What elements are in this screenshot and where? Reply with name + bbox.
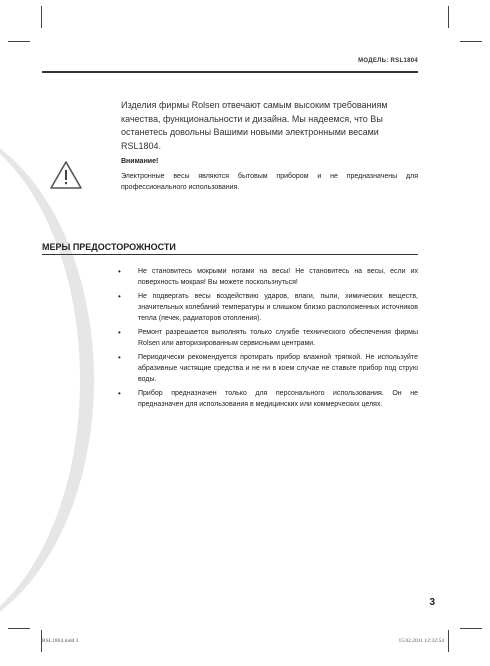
crop-mark (41, 6, 42, 28)
crop-mark (448, 630, 449, 652)
list-item: • Не подвергать весы воздействию ударов, влаги, пыли, химических веществ, значительных колебаний температуры и слишком близко расположенных источников тепла (печек, радиаторов отопления). (118, 291, 418, 324)
model-label: МОДЕЛЬ: RSL1804 (358, 58, 418, 64)
list-item: • Ремонт разрешается выполнять только службе технического обеспечения фирмы Rolsen или авторизированным сервисными центрами. (118, 327, 418, 349)
crop-mark (8, 628, 30, 629)
precautions-list (118, 266, 418, 413)
section-title: МЕРЫ ПРЕДОСТОРОЖНОСТИ (42, 242, 176, 252)
crop-mark (8, 41, 30, 42)
list-item: • Прибор предназначен только для персонального использования. Он не предназначен для использования в медицинских или коммерческих целях. (118, 388, 418, 410)
crop-mark (460, 628, 482, 629)
warning-text: Электронные весы являются бытовым прибором и не предназначены для профессионального использования. (121, 173, 418, 191)
list-item: • Не становитесь мокрыми ногами на весы! Не становитесь на весы, если их поверхность мокрая! Вы можете поскользнуться! (118, 266, 418, 288)
decorative-arc (0, 120, 94, 640)
intro-paragraph: Изделия фирмы Rolsen отвечают самым высоким требованиям качества, функциональности и дизайна. Мы надеемся, что Вы останетесь довольны Вашими новыми электронными весами RSL1804. (121, 100, 388, 151)
section-rule (42, 254, 418, 255)
warning-triangle-icon (49, 160, 83, 190)
header-rule (42, 71, 418, 73)
warning-title: Внимание! (121, 158, 159, 165)
slug-date: 15.02.2011 12:32:54 (398, 638, 444, 644)
crop-mark (460, 41, 482, 42)
page-number: 3 (429, 597, 435, 608)
slug-file: RSL1804.indd 3 (42, 638, 79, 644)
list-item: • Периодически рекомендуется протирать прибор влажной тряпкой. Не используйте абразивные чистящие средства и не ни в коем случае не ставьте прибор под струю воды. (118, 352, 418, 385)
crop-mark (448, 6, 449, 28)
